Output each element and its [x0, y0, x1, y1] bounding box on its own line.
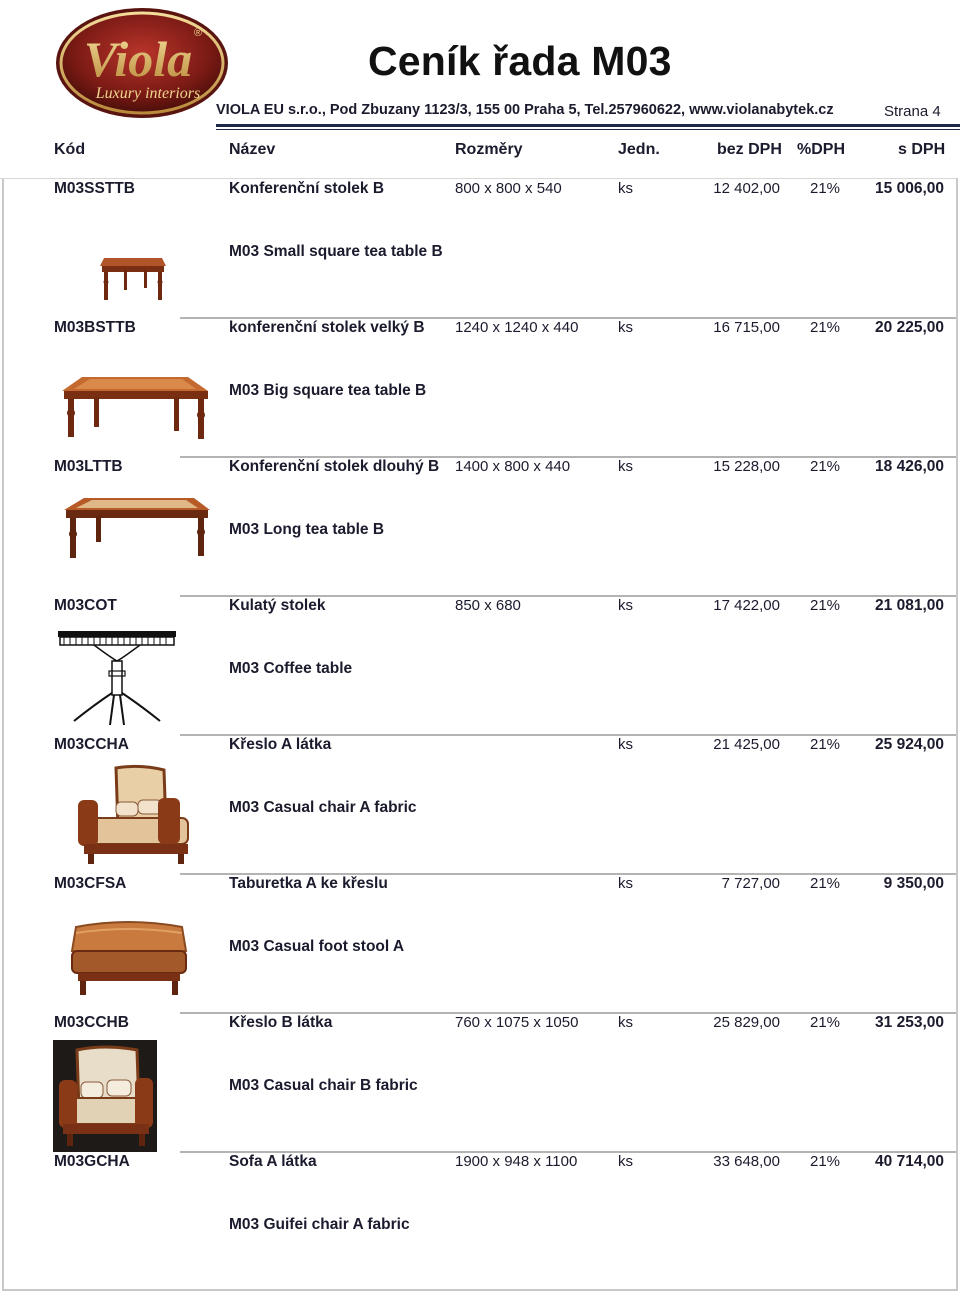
small-table-icon [54, 208, 214, 312]
column-header-net: bez DPH [717, 141, 782, 158]
table-row [0, 456, 960, 595]
product-code: M03GCHA [54, 1153, 130, 1170]
page-number: Strana 4 [884, 103, 941, 120]
price-with-vat: 18 426,00 [875, 458, 944, 475]
price-with-vat: 40 714,00 [875, 1153, 944, 1170]
price-without-vat: 7 727,00 [721, 875, 780, 892]
price-without-vat: 17 422,00 [713, 597, 780, 614]
price-with-vat: 21 081,00 [875, 597, 944, 614]
vat-rate: 21% [810, 875, 841, 892]
vat-rate: 21% [810, 458, 841, 475]
product-name: konferenční stolek velký B [229, 319, 425, 336]
column-header-gross: s DPH [898, 141, 946, 158]
footstool-icon [54, 903, 214, 1007]
big-table-icon [54, 347, 214, 451]
column-header-dimensions: Rozměry [455, 141, 523, 158]
vat-rate: 21% [810, 319, 841, 336]
table-row [0, 595, 960, 734]
price-with-vat: 15 006,00 [875, 180, 944, 197]
company-address: VIOLA EU s.r.o., Pod Zbuzany 1123/3, 155 00 Praha 5, Tel.257960622, www.violanabytek.cz [216, 102, 834, 118]
product-code: M03COT [54, 597, 117, 614]
price-with-vat: 25 924,00 [875, 736, 944, 753]
product-code: M03SSTTB [54, 180, 135, 197]
logo-wordmark: Viola [83, 31, 193, 87]
column-header-vat: %DPH [797, 141, 846, 158]
coffee-table-drawing-icon [54, 627, 180, 731]
column-header-unit: Jedn. [618, 141, 660, 158]
product-name-en: M03 Casual chair B fabric [229, 1077, 418, 1094]
armchair-icon [54, 764, 214, 868]
price-without-vat: 15 228,00 [713, 458, 780, 475]
logo-registered-mark: ® [194, 27, 203, 39]
price-with-vat: 20 225,00 [875, 319, 944, 336]
vat-rate: 21% [810, 180, 841, 197]
product-name: Konferenční stolek B [229, 180, 385, 197]
product-unit: ks [618, 1153, 633, 1170]
product-code: M03CCHB [54, 1014, 129, 1031]
product-dimensions: 1400 x 800 x 440 [455, 458, 571, 475]
price-without-vat: 12 402,00 [713, 180, 780, 197]
product-name-en: M03 Coffee table [229, 660, 353, 677]
vat-rate: 21% [810, 1153, 841, 1170]
product-unit: ks [618, 875, 633, 892]
logo-tagline: Luxury interiors [95, 85, 201, 102]
product-dimensions: 1240 x 1240 x 440 [455, 319, 579, 336]
table-row [0, 1012, 960, 1151]
product-name-en: M03 Guifei chair A fabric [229, 1216, 410, 1233]
product-name: Kulatý stolek [229, 597, 326, 614]
product-name-en: M03 Big square tea table B [229, 382, 427, 399]
product-dimensions: 850 x 680 [455, 597, 521, 614]
price-with-vat: 31 253,00 [875, 1014, 944, 1031]
price-without-vat: 25 829,00 [713, 1014, 780, 1031]
product-name-en: M03 Casual chair A fabric [229, 799, 417, 816]
product-unit: ks [618, 180, 633, 197]
price-without-vat: 16 715,00 [713, 319, 780, 336]
price-without-vat: 21 425,00 [713, 736, 780, 753]
table-row [0, 873, 960, 1012]
product-name-en: M03 Long tea table B [229, 521, 385, 538]
product-code: M03LTTB [54, 458, 123, 475]
table-row [0, 317, 960, 456]
price-without-vat: 33 648,00 [713, 1153, 780, 1170]
product-name: Křeslo B látka [229, 1014, 333, 1031]
product-name: Křeslo A látka [229, 736, 332, 753]
product-dimensions: 800 x 800 x 540 [455, 180, 562, 197]
page-title: Ceník řada M03 [368, 38, 672, 84]
header-rule [216, 124, 960, 127]
table-row [0, 734, 960, 873]
header-rule-thin [216, 129, 960, 130]
product-unit: ks [618, 597, 633, 614]
table-row [0, 178, 960, 317]
viola-logo [54, 6, 230, 120]
table-row [0, 1151, 960, 1290]
column-header-code: Kód [54, 141, 86, 158]
price-with-vat: 9 350,00 [883, 875, 944, 892]
armchair-photo-icon [53, 1040, 157, 1152]
product-unit: ks [618, 319, 633, 336]
product-name: Konferenční stolek dlouhý B [229, 458, 440, 475]
vat-rate: 21% [810, 736, 841, 753]
product-name: Taburetka A ke křeslu [229, 875, 388, 892]
vat-rate: 21% [810, 1014, 841, 1031]
product-unit: ks [618, 736, 633, 753]
product-unit: ks [618, 458, 633, 475]
product-dimensions: 1900 x 948 x 1100 [455, 1153, 578, 1170]
product-unit: ks [618, 1014, 633, 1031]
long-table-icon [54, 486, 214, 590]
vat-rate: 21% [810, 597, 841, 614]
product-dimensions: 760 x 1075 x 1050 [455, 1014, 579, 1031]
product-name-en: M03 Casual foot stool A [229, 938, 405, 955]
column-header-name: Název [229, 141, 276, 158]
product-code: M03BSTTB [54, 319, 136, 336]
product-code: M03CCHA [54, 736, 129, 753]
product-name-en: M03 Small square tea table B [229, 243, 443, 260]
product-code: M03CFSA [54, 875, 127, 892]
row-divider [0, 178, 956, 179]
product-name: Sofa A látka [229, 1153, 317, 1170]
